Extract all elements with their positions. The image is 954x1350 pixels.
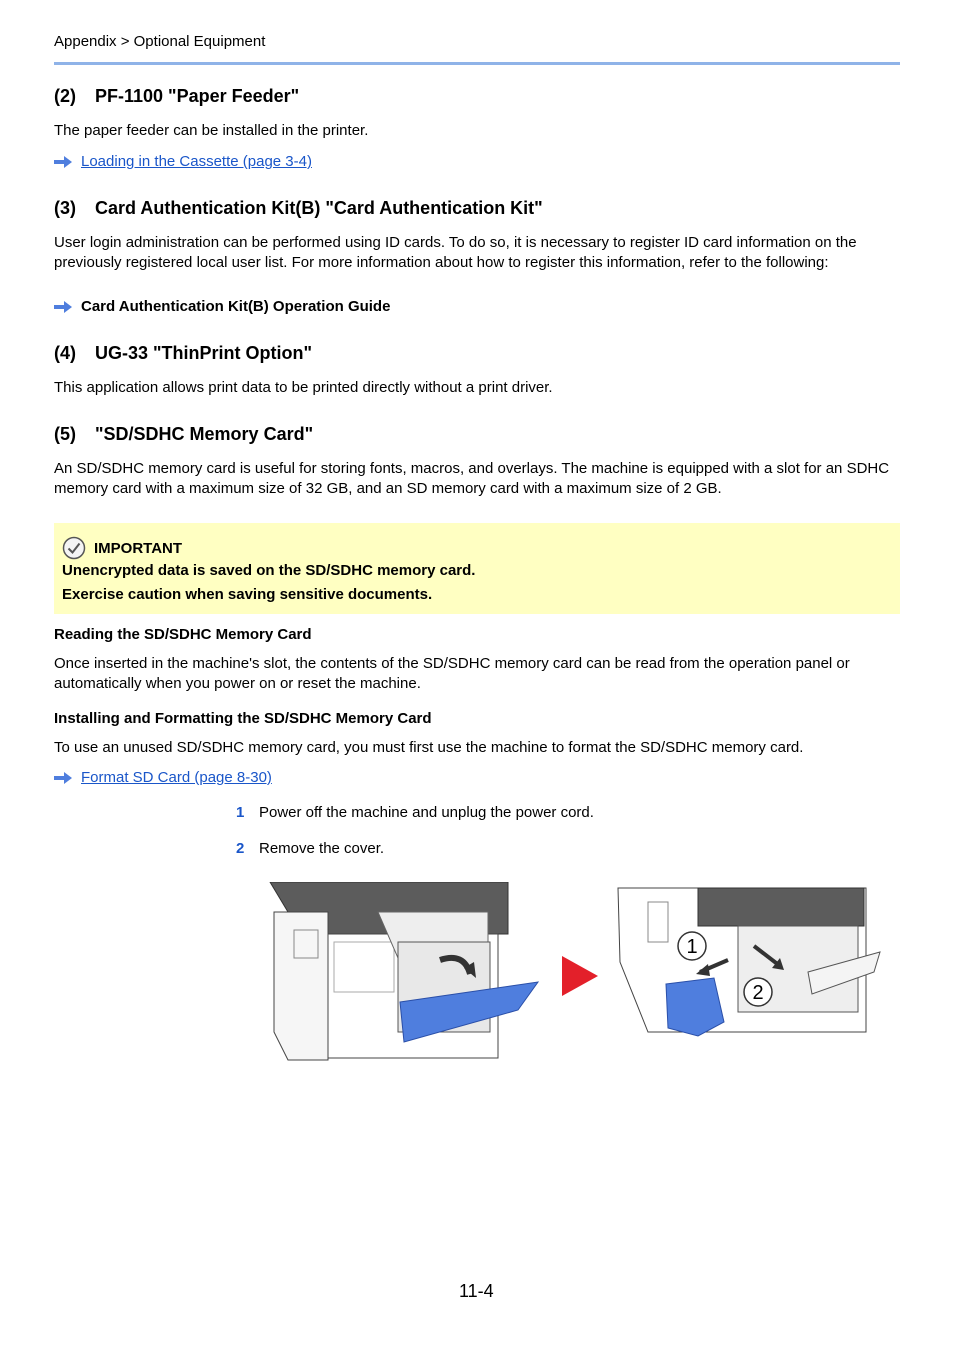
section-number: (4): [54, 343, 76, 363]
section-number: (3): [54, 198, 76, 218]
breadcrumb: Appendix > Optional Equipment: [54, 33, 266, 50]
next-step-arrow-icon: [562, 956, 598, 996]
important-heading: [62, 536, 182, 560]
step-number: 2: [236, 840, 245, 857]
printer-rear-illustration-right: [618, 888, 880, 1036]
step-item: [236, 840, 384, 857]
callout-label: 2: [752, 982, 764, 1004]
subheading-reading: Reading the SD/SDHC Memory Card: [54, 626, 312, 643]
section-body: This application allows print data to be printed directly without a print driver.: [54, 379, 553, 396]
remove-cover-illustration: [268, 882, 884, 1064]
section-body: An SD/SDHC memory card is useful for storing fonts, macros, and overlays. The machine is equipped with a slot for an SDHC memory card with a maximum size of 32 GB, and an SD memory card with a maximum size of 2 GB.: [54, 460, 890, 497]
important-label: IMPORTANT: [94, 539, 183, 557]
section-number: (2): [54, 86, 76, 106]
important-line: Exercise caution when saving sensitive documents.: [62, 586, 433, 603]
reference-row: [54, 298, 390, 315]
callout-label: 1: [686, 936, 698, 958]
section-body: User login administration can be performed using ID cards. To do so, it is necessary to register ID card information on the previously registered local user list. For more information about how to register this information, refer to the following:: [54, 234, 857, 271]
reference-arrow-icon: [54, 772, 72, 784]
reference-link-row: [54, 153, 312, 170]
section-title: Card Authentication Kit(B) "Card Authentication Kit": [95, 198, 543, 218]
important-line: Unencrypted data is saved on the SD/SDHC memory card.: [62, 562, 476, 579]
header-rule: [54, 62, 900, 65]
installing-body: To use an unused SD/SDHC memory card, you must first use the machine to format the SD/SDHC memory card.: [54, 739, 804, 756]
reading-body: Once inserted in the machine's slot, the contents of the SD/SDHC memory card can be read from the operation panel or automatically when you power on or reset the machine.: [54, 655, 850, 692]
check-circle-icon: [62, 536, 86, 560]
section-heading-pf1100: [54, 86, 299, 107]
format-sd-card-link[interactable]: Format SD Card (page 8-30): [81, 769, 272, 786]
section-body: The paper feeder can be installed in the printer.: [54, 122, 369, 139]
section-number: (5): [54, 424, 76, 444]
reference-link-row: [54, 769, 272, 786]
reference-arrow-icon: [54, 156, 72, 168]
page-number: 11-4: [459, 1281, 494, 1301]
subheading-installing: Installing and Formatting the SD/SDHC Memory Card: [54, 710, 432, 727]
loading-cassette-link[interactable]: Loading in the Cassette (page 3-4): [81, 153, 312, 170]
section-heading-thinprint: [54, 343, 312, 364]
step-item: [236, 804, 594, 821]
section-heading-sd-card: [54, 424, 313, 445]
operation-guide-reference: Card Authentication Kit(B) Operation Guide: [81, 298, 391, 315]
section-title: PF-1100 "Paper Feeder": [95, 86, 300, 106]
printer-rear-illustration-left: [270, 882, 538, 1060]
step-number: 1: [236, 804, 245, 821]
section-title: UG-33 "ThinPrint Option": [95, 343, 313, 363]
step-text: Power off the machine and unplug the power cord.: [259, 804, 594, 821]
reference-arrow-icon: [54, 301, 72, 313]
step-text: Remove the cover.: [259, 840, 385, 857]
section-heading-card-auth: [54, 198, 543, 219]
section-title: "SD/SDHC Memory Card": [95, 424, 314, 444]
